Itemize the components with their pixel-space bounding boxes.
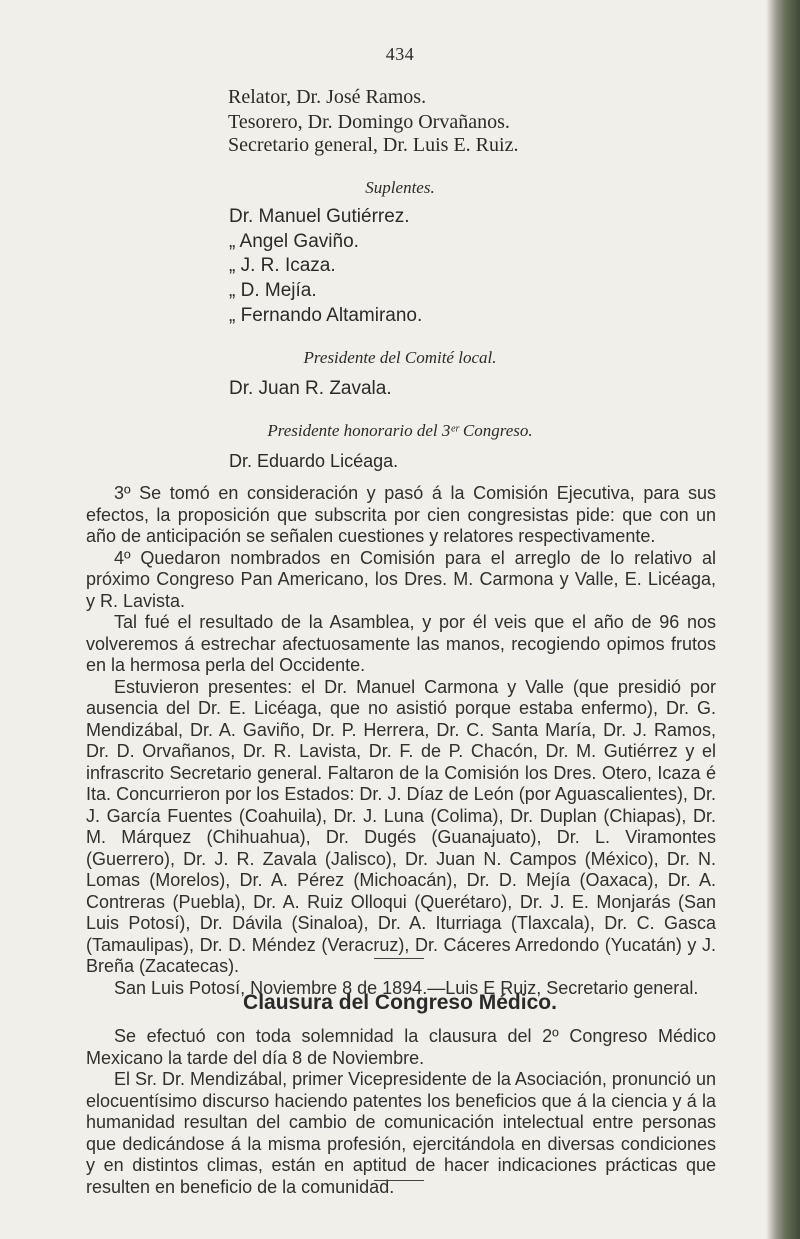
section-divider (374, 1180, 424, 1181)
paragraph: El Sr. Dr. Mendizábal, primer Vicepresidente de la Asociación, pronunció un elocuentísimo discurso haciendo patentes los beneficios que á la ciencia y á la humanidad resultan del cambio de comunicación intelectual entre personas que dedicándose á la misma profesión, ejercitándola en diversas condiciones y en distintos climas, están en aptitud de hacer indicaciones prácticas que resulten en beneficio de la comunidad. (86, 1069, 716, 1197)
paragraph: Tal fué el resultado de la Asamblea, y por él veis que el año de 96 nos volveremos á estrechar afectuosamente las manos, recogiendo opimos frutos en la hermosa perla del Occidente. (86, 612, 716, 675)
suplente-item: „ D. Mejía. (229, 280, 317, 301)
paragraph: Estuvieron presentes: el Dr. Manuel Carmona y Valle (que presidió por ausencia del Dr. E. Licéaga, que no asistió porque estaba enfermo), Dr. G. Mendizábal, Dr. A. Gaviño, Dr. P. Herrera, Dr. C. Santa María, Dr. J. Ramos, Dr. D. Orvañanos, Dr. R. Lavista, Dr. F. de P. Chacón, Dr. M. Gutiérrez y el infrascrito Secretario general. Faltaron de la Comisión los Dres. Otero, Icaza é Ita. Concurrieron por los Estados: Dr. J. Díaz de León (por Aguascalientes), Dr. J. García Fuentes (Coahuila), Dr. J. Luna (Colima), Dr. Duplan (Chiapas), Dr. M. Márquez (Chihuahua), Dr. Dugés (Guanajuato), Dr. L. Viramontes (Guerrero), Dr. J. R. Zavala (Jalisco), Dr. Juan N. Campos (México), Dr. N. Lomas (Morelos), Dr. A. Pérez (Michoacán), Dr. D. Mejía (Oaxaca), Dr. A. Contreras (Puebla), Dr. A. Ruiz Olloqui (Querétaro), Dr. J. E. Monjarás (San Luis Potosí), Dr. Dávila (Sinaloa), Dr. A. Iturriaga (Tlaxcala), Dr. C. Gasca (Tamaulipas), Dr. D. Méndez (Veracruz), Dr. Cáceres Arredondo (Yucatán) y J. Breña (Zacatecas). (86, 676, 716, 976)
section-divider (374, 958, 424, 959)
suplente-item: „ Fernando Altamirano. (229, 305, 423, 326)
clausura-heading: Clausura del Congreso Médico. (243, 991, 557, 1014)
clausura-body (86, 1026, 716, 1198)
suplente-item: „ Angel Gaviño. (229, 231, 359, 252)
suplentes-heading: Suplentes. (365, 178, 435, 197)
presidente-honorario-name: Dr. Eduardo Licéaga. (229, 451, 399, 471)
paragraph: 4º Quedaron nombrados en Comisión para el arreglo de lo relativo al próximo Congreso Pan Americano, los Dres. M. Carmona y Valle, E. Licéaga, y R. Lavista. (86, 547, 716, 611)
suplente-item: „ J. R. Icaza. (229, 255, 336, 276)
officer-tesorero: Tesorero, Dr. Domingo Orvañanos. (228, 111, 510, 133)
presidente-honorario-heading: Presidente honorario del 3ᵉʳ Congreso. (267, 421, 533, 440)
paragraph: 3º Se tomó en consideración y pasó á la Comisión Ejecutiva, para sus efectos, la proposición que subscrita por cien congresistas pide: que con un año de anticipación se señalen cuestiones y relatores respectivamente. (86, 483, 716, 546)
officer-relator: Relator, Dr. José Ramos. (228, 86, 427, 108)
suplente-item: Dr. Manuel Gutiérrez. (229, 206, 410, 227)
minutes-body (86, 483, 716, 999)
signature-line: San Luis Potosí, Noviembre 8 de 1894.—Luis E Ruiz, Secretario general. (114, 977, 699, 998)
paragraph: Se efectuó con toda solemnidad la clausura del 2º Congreso Médico Mexicano la tarde del día 8 de Noviembre. (86, 1026, 716, 1068)
comite-local-heading: Presidente del Comité local. (303, 348, 497, 367)
page-number: 434 (385, 44, 415, 64)
officer-secretario: Secretario general, Dr. Luis E. Ruiz. (228, 134, 519, 156)
comite-local-name: Dr. Juan R. Zavala. (229, 378, 392, 399)
